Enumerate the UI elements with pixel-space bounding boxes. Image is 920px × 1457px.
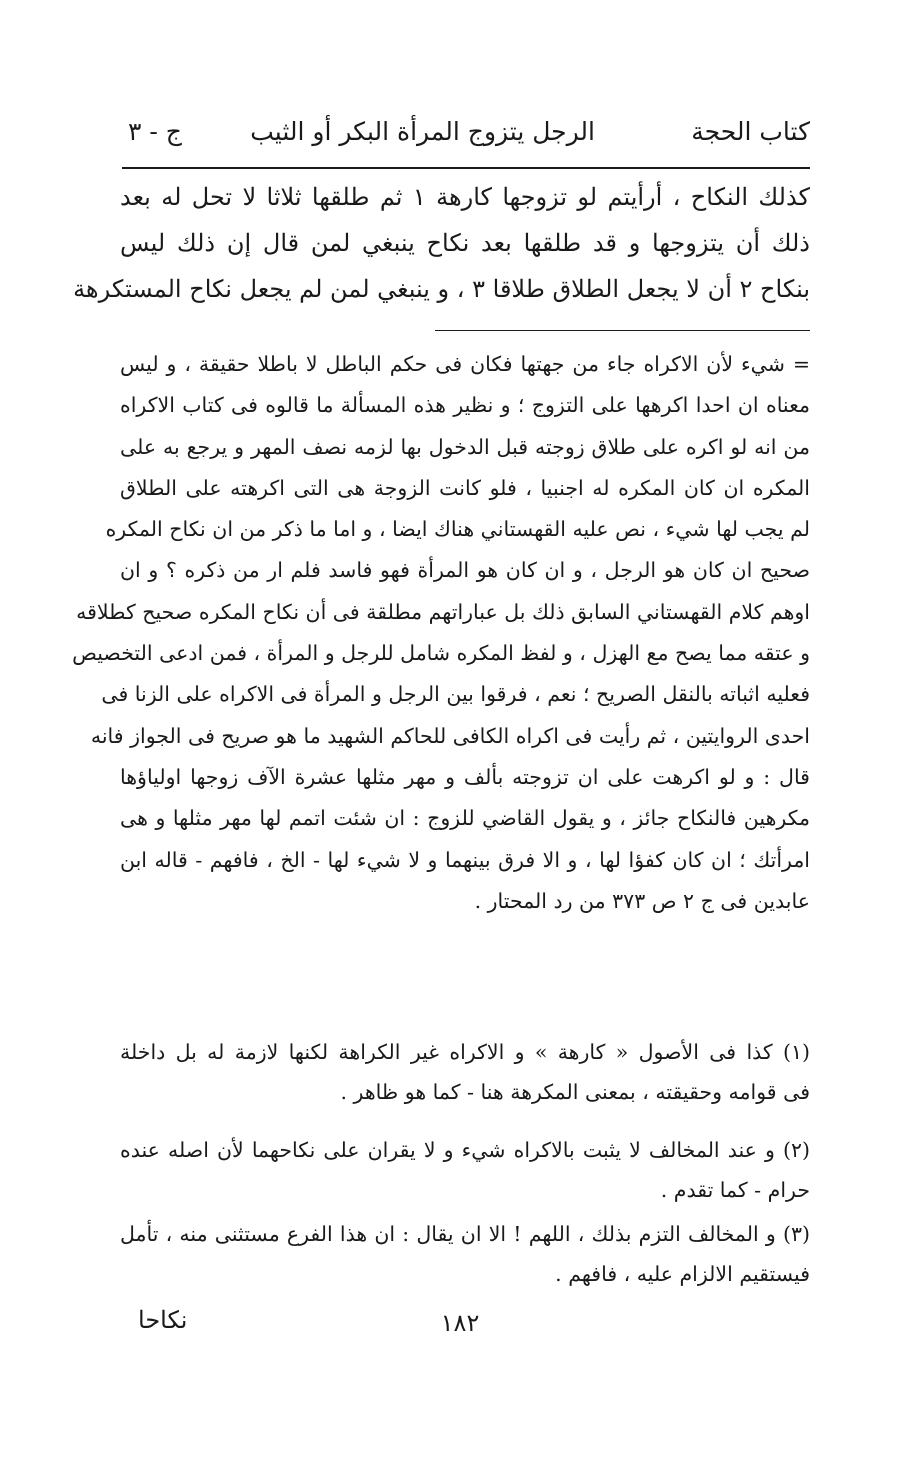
commentary-line: و عتقه مما يصح مع الهزل ، و لفظ المكره شامل للرجل و المرأة ، فمن ادعى التخصيص	[72, 641, 810, 666]
commentary-line: صحيح ان كان هو الرجل ، و ان كان هو المرأة فهو فاسد فلم ار من ذكره ؟ و ان	[120, 558, 810, 583]
catchword: نكاحا	[138, 1306, 188, 1334]
footnote-line: فى قوامه وحقيقته ، بمعنى المكرهة هنا - كما هو ظاهر .	[340, 1080, 810, 1104]
commentary-line: فعليه اثباته بالنقل الصريح ؛ نعم ، فرقوا بين الرجل و المرأة فى الاكراه على الزنا فى	[101, 682, 810, 707]
commentary-line: قال : و لو اكرهت على ان تزوجته بألف و مهر مثلها عشرة الآف زوجها اولياؤها	[120, 764, 810, 789]
commentary-line: المكره ان كان المكره له اجنبيا ، فلو كانت الزوجة هى التى اكرهته على الطلاق	[120, 475, 810, 500]
commentary-line: اوهم كلام القهستاني السابق ذلك بل عباراتهم مطلقة فى أن نكاح المكره صحيح كطلاقه	[76, 599, 810, 624]
footnote-line: فيستقيم الالزام عليه ، فافهم .	[555, 1262, 810, 1286]
commentary-text	[72, 344, 810, 922]
page-number: ١٨٢	[440, 1309, 480, 1337]
commentary-separator-rule	[435, 330, 810, 331]
commentary-line: من انه لو اكره على طلاق زوجته قبل الدخول بها لزمه نصف المهر و يرجع به على	[120, 434, 810, 459]
commentary-line: لم يجب لها شيء ، نص عليه القهستاني هناك ايضا ، و اما ما ذكر من ان نكاح المكره	[105, 517, 810, 542]
commentary-line: معناه ان احدا اكرهها على التزوج ؛ و نظير هذه المسألة ما قالوه فى كتاب الاكراه	[120, 393, 810, 418]
main-text-line: بنكاح ٢ أن لا يجعل الطلاق طلاقا ٣ ، و ينبغي لمن لم يجعل نكاح المستكرهة	[73, 275, 810, 303]
main-text-line: ذلك أن يتزوجها و قد طلقها بعد نكاح ينبغي لمن قال إن ذلك ليس	[120, 229, 810, 257]
header-part-number: ج - ٣	[128, 117, 182, 146]
footnote-3	[120, 1214, 810, 1294]
main-text	[73, 174, 810, 312]
main-text-line: كذلك النكاح ، أرأيتم لو تزوجها كارهة ١ ثم طلقها ثلاثا لا تحل له بعد	[120, 183, 810, 211]
commentary-line: احدى الروايتين ، ثم رأيت فى اكراه الكافى للحاكم الشهيد ما هو صريح فى الجواز فانه	[90, 723, 810, 748]
commentary-line: مكرهين فالنكاح جائز ، و يقول القاضي للزوج : ان شئت اتمم لها مهر مثلها و هى	[120, 806, 810, 831]
footnote-line: (١) كذا فى الأصول « كارهة » و الاكراه غير الكراهة لكنها لازمة له بل داخلة	[120, 1040, 810, 1064]
footnote-line: (٣) و المخالف التزم بذلك ، اللهم ! الا ان يقال : ان هذا الفرع مستثنى منه ، تأمل	[120, 1222, 810, 1246]
footnote-line: (٢) و عند المخالف لا يثبت بالاكراه شيء و لا يقران على نكاحهما لأن اصله عنده	[120, 1138, 810, 1162]
header-rule	[122, 167, 810, 169]
header-book-title: كتاب الحجة	[691, 117, 810, 146]
commentary-line: امرأتك ؛ ان كان كفؤا لها ، و الا فرق بينهما و لا شيء لها - الخ ، فافهم - قاله ابن	[120, 847, 810, 872]
commentary-line: = شيء لأن الاكراه جاء من جهتها فكان فى حكم الباطل لا باطلا حقيقة ، و ليس	[120, 352, 810, 376]
footnote-2	[120, 1130, 810, 1210]
commentary-line: عابدين فى ج ٢ ص ٣٧٣ من رد المحتار .	[474, 888, 810, 913]
footnote-1	[120, 1032, 810, 1112]
header-chapter-title: الرجل يتزوج المرأة البكر أو الثيب	[250, 117, 595, 146]
footnote-line: حرام - كما تقدم .	[660, 1178, 810, 1202]
running-header	[110, 112, 810, 152]
